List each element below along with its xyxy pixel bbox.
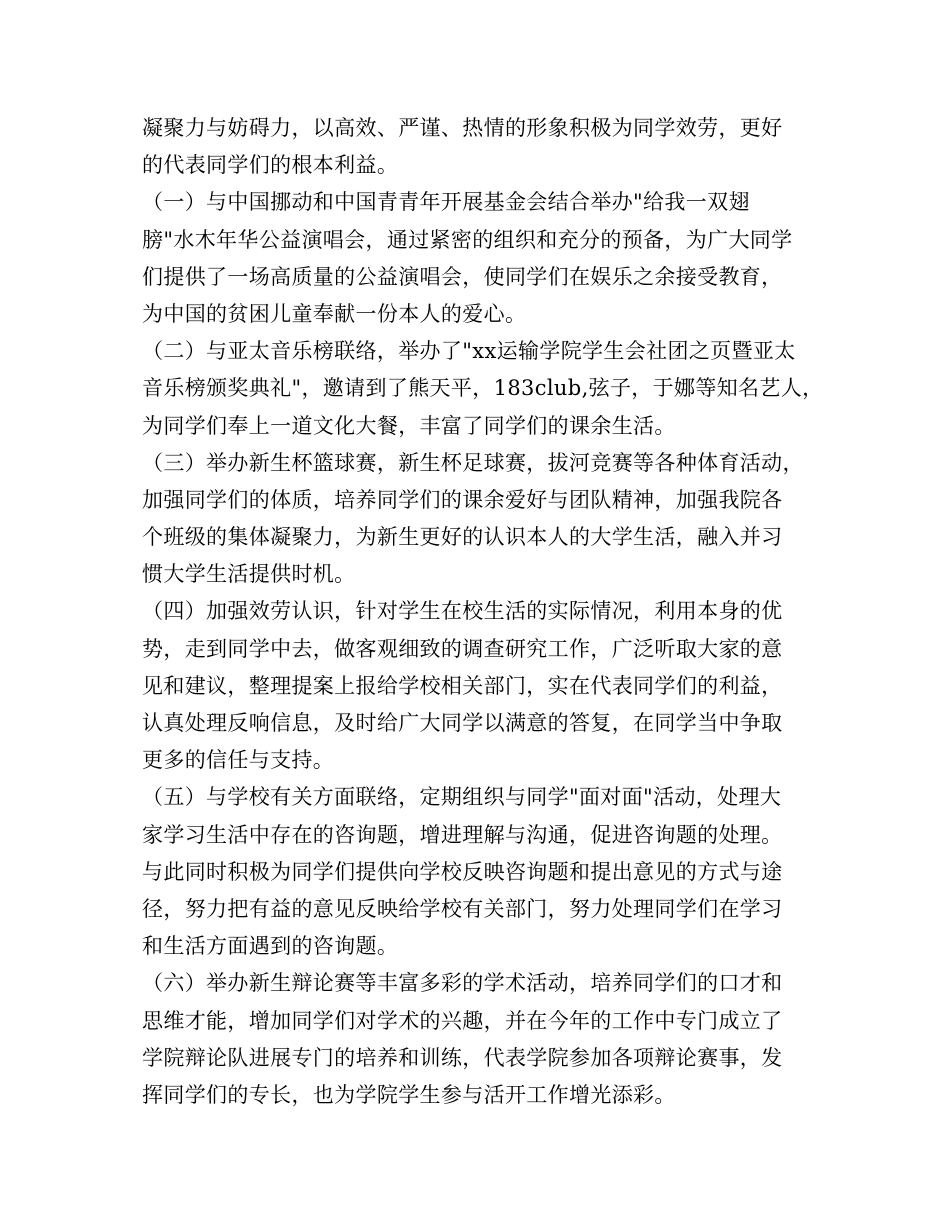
- text-line: 加强同学们的体质，培养同学们的课余爱好与团队精神，加强我院各: [142, 487, 783, 512]
- text-line: 惯大学生活提供时机。: [142, 562, 356, 587]
- text-line: 家学习生活中存在的咨询题，增进理解与沟通，促进咨询题的处理。: [142, 822, 783, 847]
- body-text: [142, 110, 822, 1114]
- text-line: 思维才能，增加同学们对学术的兴趣，并在今年的工作中专门成立了: [142, 1008, 783, 1033]
- text-line: 膀"水木年华公益演唱会，通过紧密的组织和充分的预备，为广大同学: [142, 227, 793, 252]
- text-line: 的代表同学们的根本利益。: [142, 153, 399, 178]
- text-line: 挥同学们的专长，也为学院学生参与活开工作增光添彩。: [142, 1082, 676, 1107]
- text-line: （一）与中国挪动和中国青青年开展基金会结合举办"给我一双翅: [142, 190, 750, 215]
- text-line: 为同学们奉上一道文化大餐，丰富了同学们的课余生活。: [142, 413, 676, 438]
- text-line: 学院辩论队进展专门的培养和训练，代表学院参加各项辩论赛事，发: [142, 1045, 783, 1070]
- text-line: 和生活方面遇到的咨询题。: [142, 934, 399, 959]
- text-line: 个班级的集体凝聚力，为新生更好的认识本人的大学生活，融入并习: [142, 525, 783, 550]
- text-line: 认真处理反响信息，及时给广大同学以满意的答复，在同学当中争取: [142, 711, 783, 735]
- text-line: （六）举办新生辩论赛等丰富多彩的学术活动，培养同学们的口才和: [142, 971, 783, 996]
- text-line: 见和建议，整理提案上报给学校相关部门，实在代表同学们的利益，: [142, 673, 783, 698]
- text-line: （二）与亚太音乐榜联络，举办了"xx运输学院学生会社团之页暨亚太: [142, 339, 796, 364]
- text-line: 凝聚力与妨碍力，以高效、严谨、热情的形象积极为同学效劳，更好: [142, 116, 783, 140]
- text-line: 为中国的贫困儿童奉献一份本人的爱心。: [142, 301, 527, 326]
- text-line: （五）与学校有关方面联络，定期组织与同学"面对面"活动，处理大: [142, 785, 782, 810]
- text-line: （四）加强效劳认识，针对学生在校生活的实际情况，利用本身的优: [142, 599, 783, 624]
- text-line: （三）举办新生杯篮球赛，新生杯足球赛，拔河竞赛等各种体育活动，: [142, 450, 804, 475]
- text-line: 音乐榜颁奖典礼"，邀请到了熊天平，183club,弦子，于娜等知名艺人，: [142, 376, 824, 401]
- text-line: 径，努力把有益的意见反映给学校有关部门，努力处理同学们在学习: [142, 896, 783, 921]
- text-line: 与此同时积极为同学们提供向学校反映咨询题和提出意见的方式与途: [142, 859, 783, 884]
- text-line: 更多的信任与支持。: [142, 748, 335, 773]
- text-line: 们提供了一场高质量的公益演唱会，使同学们在娱乐之余接受教育，: [142, 264, 783, 289]
- text-line: 势，走到同学中去，做客观细致的调查研究工作，广泛听取大家的意: [142, 636, 783, 661]
